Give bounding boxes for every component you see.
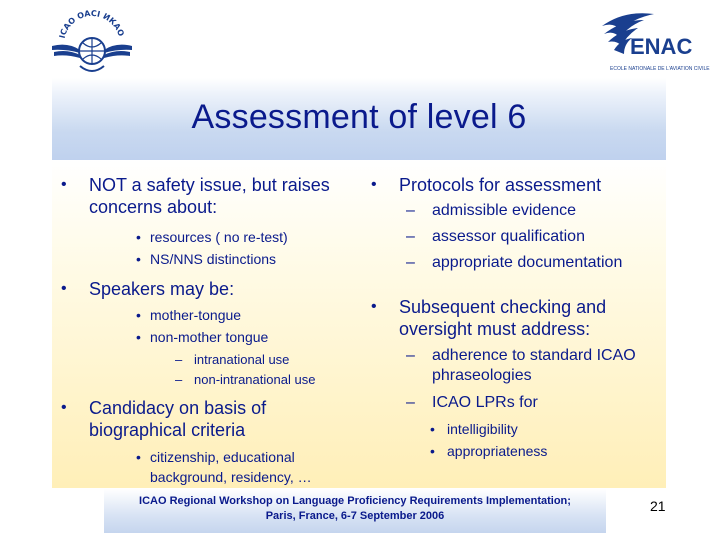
sub-item-citizenship [60,447,360,487]
title-band [52,78,666,160]
sub-item-adherence [370,346,666,386]
left-column [60,174,360,487]
bullet-dot: • [371,176,377,193]
sub-item-text: appropriate documentation [432,254,623,271]
dash-bullet: – [406,254,415,271]
sub-sub-item-text: intranational use [194,352,290,367]
bullet-dot: • [61,176,67,193]
bullet-text: Protocols for assessment [399,175,602,195]
dash-bullet: – [406,228,415,245]
enac-logo-subtitle: ECOLE NATIONALE DE L'AVIATION CIVILE [610,66,710,72]
sub-item-text: NS/NNS distinctions [150,251,277,267]
enac-logo-name: ENAC [630,34,693,59]
bullet-dot: • [430,421,435,437]
right-column [370,174,666,462]
dash-bullet: – [175,372,183,387]
bullet-dot: • [61,399,67,416]
sub-item-text: admissible evidence [432,202,577,219]
sub-sub-item-intranational [60,350,360,370]
svg-text:ICAO OACI ИКАО [58,9,126,39]
sub-item-mother-tongue [60,304,360,326]
sub-item-text: ICAO LPRs for [432,394,538,411]
bullet-dot: • [430,443,435,459]
bullet-dot: • [61,280,67,297]
sub-item-text: non-mother tongue [150,329,269,345]
sub-item-non-mother-tongue [60,326,360,348]
sub-sub-item-non-intranational [60,370,360,390]
dash-bullet: – [406,347,415,364]
sub-sub-item-text: non-intranational use [194,372,316,387]
bullet-dot: • [136,449,141,465]
bullet-subsequent-checking [370,296,666,340]
icao-logo [50,6,134,78]
bullet-text: NOT a safety issue, but raises concerns about: [89,175,330,217]
dash-bullet: – [406,394,415,411]
content-area [52,160,666,488]
bullet-protocols [370,174,666,196]
footer [104,489,606,533]
dash-bullet: – [406,202,415,219]
bullet-speakers [60,278,360,300]
page-number: 21 [650,498,666,514]
bullet-dot: • [136,307,141,323]
sub-item-text: adherence to standard ICAO phraseologies [432,347,636,384]
footer-event: ICAO Regional Workshop on Language Proficiency Requirements Implementation; [139,495,571,507]
sub-item-text: resources ( no re-test) [150,229,288,245]
dash-bullet: – [175,352,183,367]
sub-item-text: assessor qualification [432,228,585,245]
sub-item-icao-lprs [370,390,666,416]
bullet-text: Candidacy on basis of biographical criteria [89,398,267,440]
bullet-dot: • [371,298,377,315]
sub-item-appropriate-documentation [370,250,666,276]
bullet-text: Subsequent checking and oversight must address: [399,297,607,339]
sub-item-admissible-evidence [370,198,666,224]
bullet-text: Speakers may be: [89,279,235,299]
sub-sub-item-text: intelligibility [447,421,518,437]
enac-logo [594,8,710,74]
bullet-dot: • [136,229,141,245]
sub-sub-item-text: appropriateness [447,443,548,459]
sub-item-resources [60,226,360,248]
footer-location-date: Paris, France, 6-7 September 2006 [265,510,445,522]
sub-sub-item-appropriateness [370,440,666,462]
sub-item-text: citizenship, educational background, residency, … [150,449,312,485]
sub-item-ns-nns [60,248,360,270]
slide-title: Assessment of level 6 [191,98,527,136]
sub-item-assessor-qualification [370,224,666,250]
sub-sub-item-intelligibility [370,418,666,440]
sub-item-text: mother-tongue [150,307,242,323]
bullet-dot: • [136,251,141,267]
bullet-dot: • [136,329,141,345]
icao-logo-text: ICAO OACI ИКАО [57,8,126,40]
bullet-candidacy [60,397,360,441]
bullet-safety-concerns [60,174,360,218]
